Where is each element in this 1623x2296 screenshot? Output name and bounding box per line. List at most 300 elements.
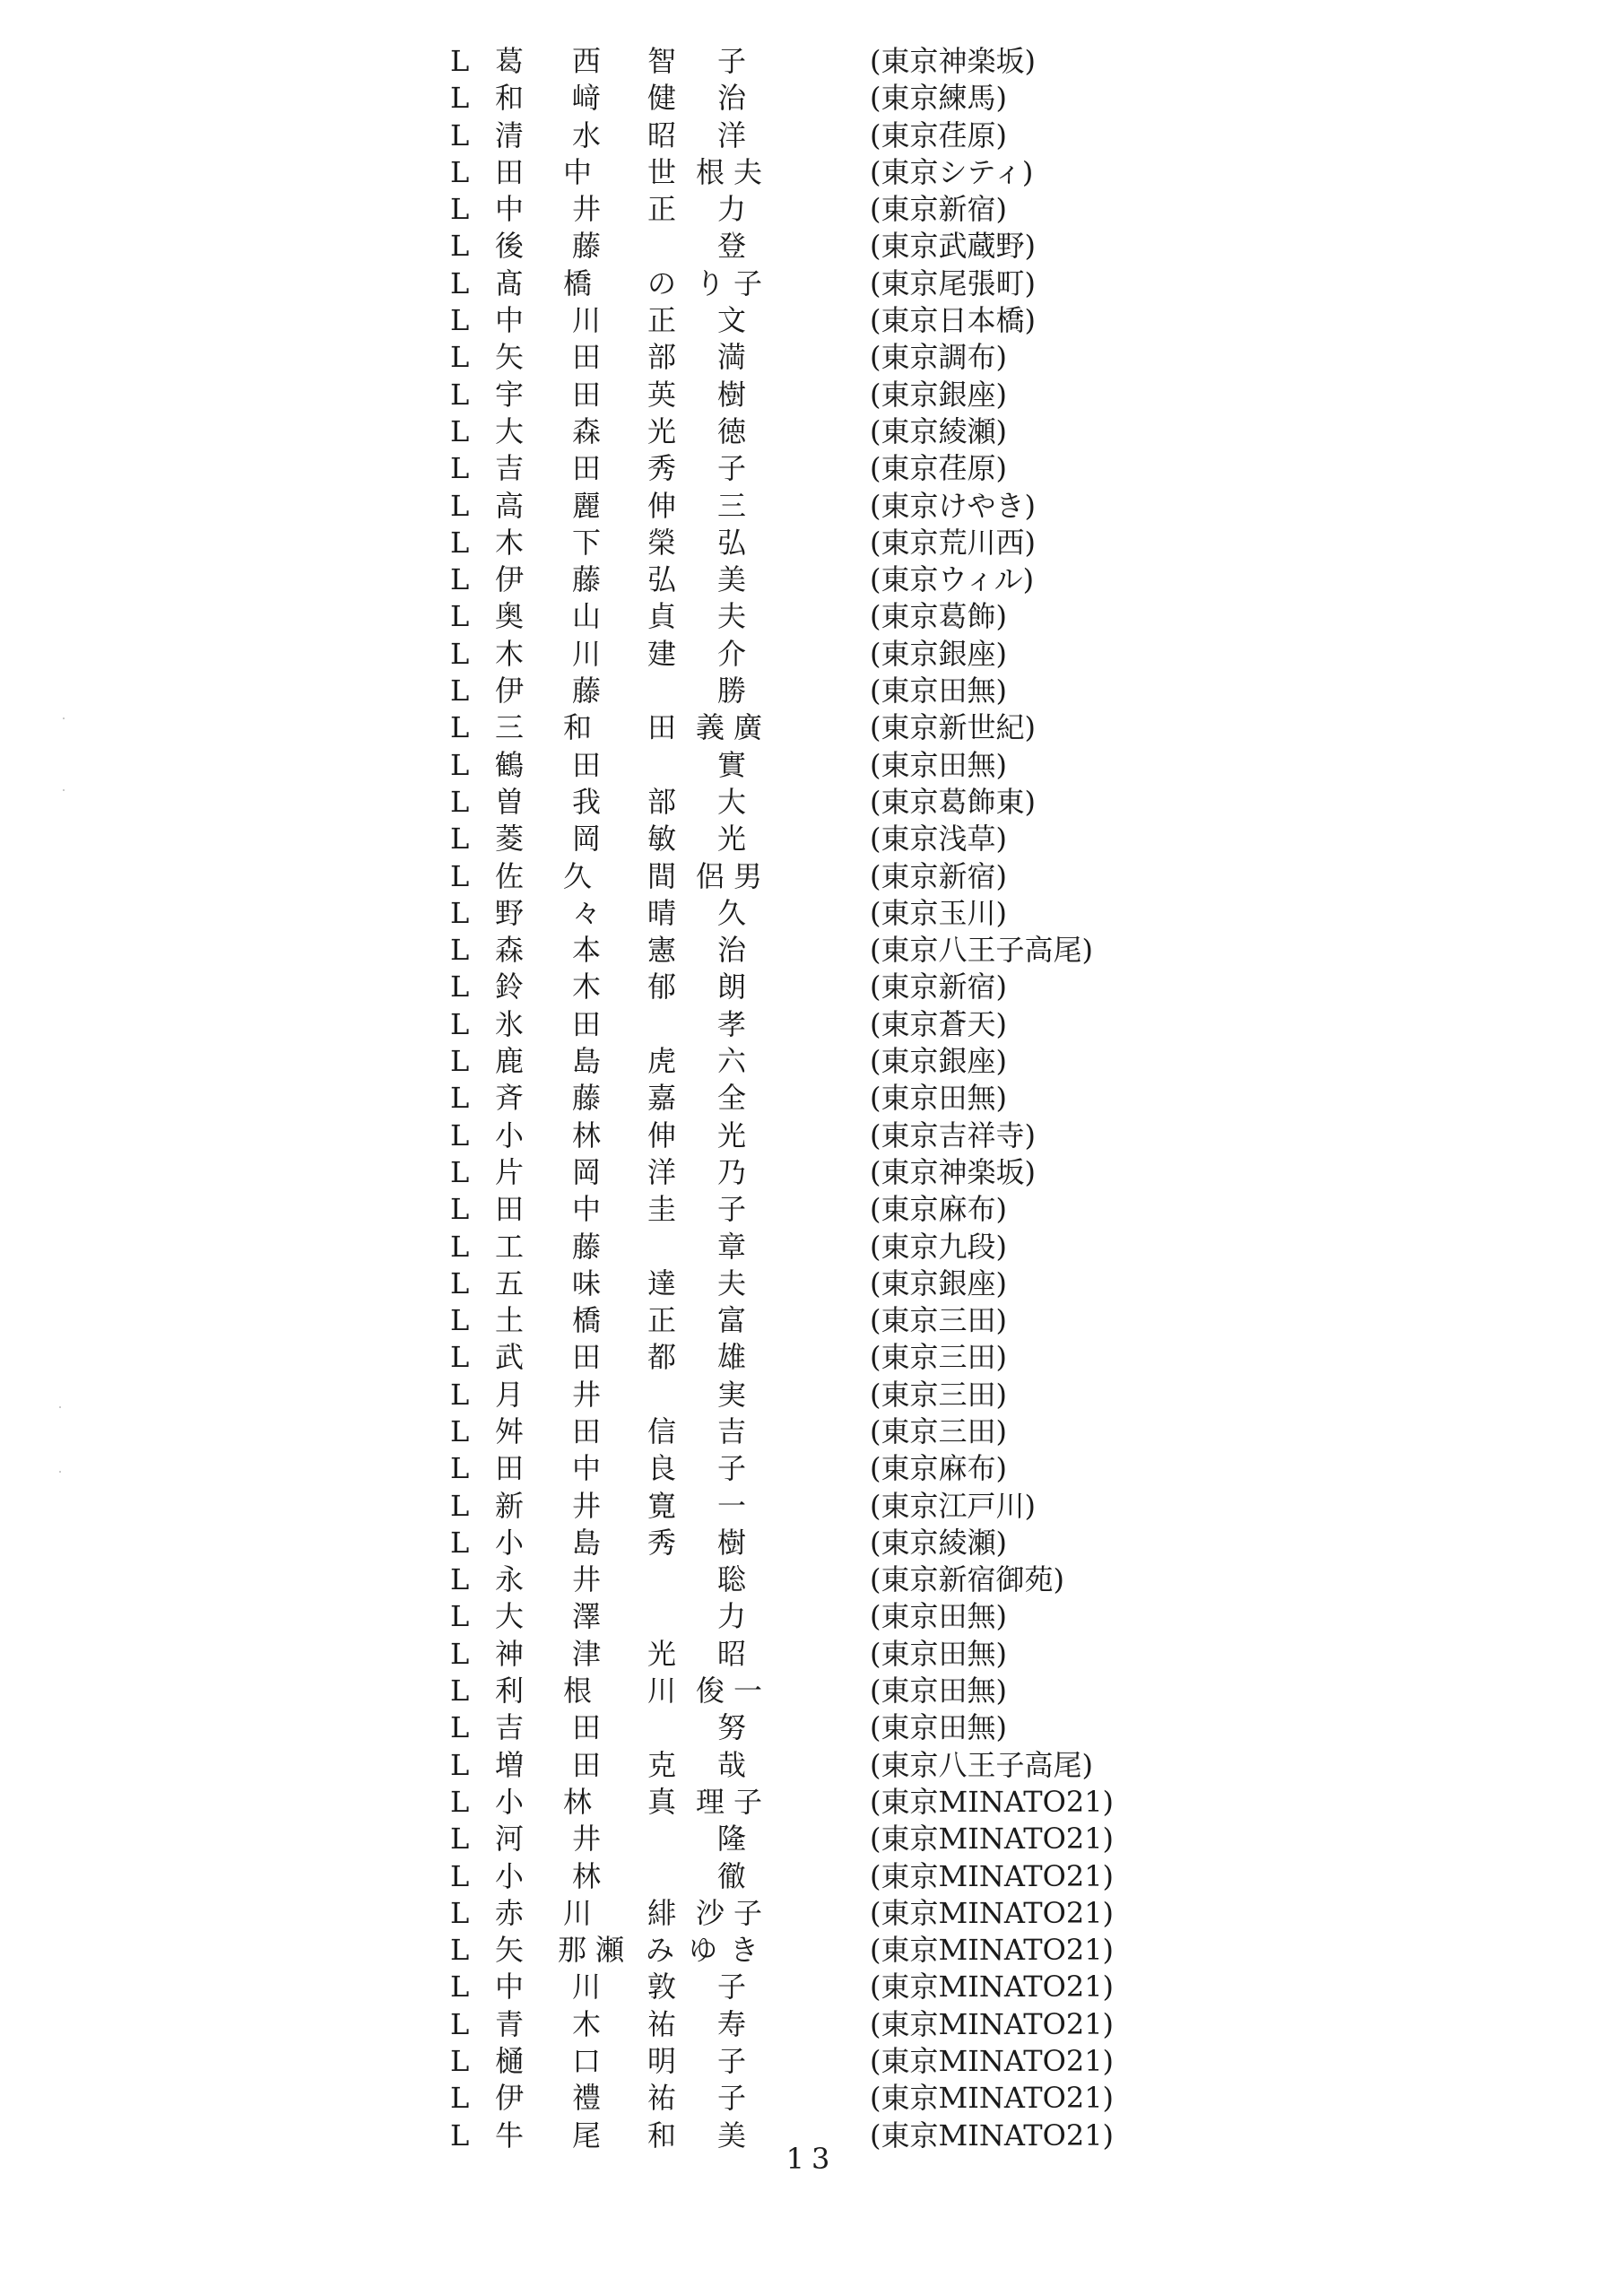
member-name [491,932,778,969]
member-row [430,1673,1148,1709]
member-name-char: 樋 [494,2044,524,2079]
member-row [430,1821,1148,1857]
member-row [430,1154,1148,1191]
member-name [491,636,778,673]
member-name-char: 清 [494,117,524,152]
member-name-char: み [645,1933,674,1968]
member-name-char: 山 [571,599,601,634]
member-name [491,673,778,709]
member-title-prefix: L [450,1599,470,1634]
member-row [430,488,1148,525]
member-name-char: 侶 [695,858,725,893]
member-title-prefix: L [450,44,470,78]
member-name-char: 橋 [562,265,592,300]
member-name-char: 實 [716,747,746,782]
member-name [491,1561,778,1598]
member-name [491,302,778,339]
member-title-prefix: L [450,858,470,893]
member-row [430,1636,1148,1673]
member-name-char: 寛 [647,1488,676,1523]
member-name [491,1302,778,1339]
member-club: (東京田無) [870,1674,1007,1709]
member-name-char: 秀 [647,451,676,486]
member-name-char: 伊 [494,674,524,709]
member-name-char: 治 [716,81,746,116]
member-name-char: 正 [647,303,676,338]
member-name [491,1895,778,1932]
member-name-char: 聡 [716,1562,746,1597]
member-name [491,858,778,895]
member-name-char: 井 [571,1377,601,1412]
member-name-char: 澤 [571,1599,601,1634]
member-name-char: 沙 [695,1895,725,1930]
member-name-char: 子 [733,1895,762,1930]
member-name [491,1488,778,1525]
member-name [491,117,778,154]
member-name-char: 祐 [647,2081,676,2116]
member-row [430,1339,1148,1376]
member-club: (東京MINATO21) [870,2118,1115,2152]
member-name [491,747,778,784]
member-name-char: 男 [733,858,762,893]
member-row [430,302,1148,339]
member-name-char: 中 [494,1970,524,2005]
member-name-char: 良 [647,1451,676,1486]
member-title-prefix: L [450,1154,470,1189]
member-name-char: 夫 [733,154,762,189]
member-row [430,1488,1148,1525]
member-name-char: 鈴 [494,970,524,1004]
member-name-char: 髙 [494,265,524,300]
member-club: (東京新宿御苑) [870,1562,1064,1597]
member-title-prefix: L [450,710,470,745]
member-name [491,1598,778,1635]
member-name-char: 吉 [494,451,524,486]
member-club: (東京MINATO21) [870,2006,1115,2041]
member-name-char: 祐 [647,2006,676,2041]
member-name-char: 本 [571,933,601,968]
member-name-char: 橋 [571,1303,601,1338]
member-club: (東京蒼天) [870,1006,1007,1041]
member-name [491,1080,778,1117]
member-name-char: 木 [494,636,524,671]
member-row [430,1709,1148,1746]
member-name-char: 氷 [494,1006,524,1041]
member-name-char: 弘 [716,525,746,560]
member-title-prefix: L [450,1413,470,1448]
member-name [491,1969,778,2005]
member-title-prefix: L [450,1081,470,1116]
member-club: (東京葛飾東) [870,784,1036,819]
member-row [430,1302,1148,1339]
member-name-char: き [729,1933,759,1968]
member-name-char: 虎 [647,1044,676,1079]
member-row [430,747,1148,784]
member-name-char: 瀬 [595,1933,624,1968]
member-name [491,2080,778,2117]
member-club: (東京MINATO21) [870,1858,1115,1893]
member-row [430,228,1148,265]
member-name-char: 田 [571,451,601,486]
member-name-char: 光 [716,822,746,857]
member-name-char: 中 [494,303,524,338]
member-title-prefix: L [450,265,470,300]
member-name-char: 井 [571,192,601,227]
member-row [430,1191,1148,1228]
scan-speck [63,718,65,719]
member-name [491,1006,778,1043]
member-club: (東京尾張町) [870,265,1036,300]
member-name-char: 緋 [647,1895,676,1930]
member-name-char: 子 [716,1192,746,1227]
member-name-char: 徳 [716,413,746,448]
member-name-char: り [695,265,725,300]
member-name-char: 木 [494,525,524,560]
member-title-prefix: L [450,674,470,709]
member-title-prefix: L [450,2118,470,2152]
member-name-char: 森 [571,413,601,448]
member-name-char: 津 [571,1636,601,1671]
member-name-char: 俊 [695,1674,725,1709]
member-name-char: 田 [494,154,524,189]
member-club: (東京九段) [870,1229,1007,1264]
member-name-char: 夫 [716,1265,746,1300]
member-club: (東京新宿) [870,970,1007,1004]
member-club: (東京荏原) [870,117,1007,152]
member-name-char: 禮 [571,2081,601,2116]
member-name-char: 新 [494,1488,524,1523]
member-name-char: 久 [562,858,592,893]
member-name-char: 介 [716,636,746,671]
member-row [430,636,1148,673]
member-row [430,561,1148,598]
member-name-char: 葛 [494,44,524,78]
member-name-char: 佐 [494,858,524,893]
member-name-char: 間 [647,858,676,893]
member-row [430,377,1148,413]
member-title-prefix: L [450,1525,470,1560]
member-club: (東京ウィル) [870,562,1035,597]
member-name-char: 明 [647,2044,676,2079]
member-title-prefix: L [450,1784,470,1819]
member-name-char: 林 [571,1118,601,1152]
member-name-char: 子 [716,451,746,486]
member-name-char: 力 [716,1599,746,1634]
member-name-char: 三 [494,710,524,745]
member-name-char: 勝 [716,674,746,709]
member-name [491,1229,778,1265]
member-title-prefix: L [450,303,470,338]
member-title-prefix: L [450,970,470,1004]
scan-speck [59,1471,61,1473]
member-name-char: 小 [494,1525,524,1560]
member-name-char: 味 [571,1265,601,1300]
member-name-char: 正 [647,1303,676,1338]
scan-speck [63,789,65,791]
member-title-prefix: L [450,895,470,930]
member-name-char: 工 [494,1229,524,1264]
member-name-char: 達 [647,1265,676,1300]
member-name [491,895,778,932]
member-row [430,821,1148,857]
scan-speck [59,1406,61,1408]
member-name-char: 憲 [647,933,676,968]
member-title-prefix: L [450,1636,470,1671]
member-club: (東京新宿) [870,858,1007,893]
member-title-prefix: L [450,1118,470,1152]
member-name-char: 月 [494,1377,524,1412]
member-name [491,1413,778,1450]
member-name-char: 和 [562,710,592,745]
member-title-prefix: L [450,1858,470,1893]
member-club: (東京練馬) [870,81,1007,116]
member-row [430,932,1148,969]
member-name-char: 口 [571,2044,601,2079]
member-name-char: 西 [571,44,601,78]
member-name-char: 寿 [716,2006,746,2041]
member-name [491,2006,778,2043]
member-title-prefix: L [450,1674,470,1709]
member-name-char: 子 [716,1970,746,2005]
member-name [491,488,778,525]
member-name-char: 部 [647,340,676,375]
member-name-char: 牛 [494,2118,524,2152]
member-name-char: 真 [647,1784,676,1819]
member-name-char: 小 [494,1858,524,1893]
member-club: (東京MINATO21) [870,1933,1115,1968]
member-row [430,191,1148,228]
member-title-prefix: L [450,2081,470,2116]
member-name-char: 藤 [571,1081,601,1116]
member-row [430,525,1148,561]
member-title-prefix: L [450,1488,470,1523]
member-name-char: 三 [716,488,746,523]
member-name-char: 林 [562,1784,592,1819]
member-name [491,1932,778,1969]
member-name [491,377,778,413]
member-name-char: 智 [647,44,676,78]
member-title-prefix: L [450,2044,470,2079]
member-title-prefix: L [450,2006,470,2041]
member-name-char: 久 [716,895,746,930]
member-name-char: 川 [571,1970,601,2005]
member-name-char: 藤 [571,229,601,264]
member-name [491,1858,778,1895]
member-name-char: 廣 [733,710,762,745]
member-name-char: 大 [494,413,524,448]
member-name-char: 隆 [716,1822,746,1857]
member-name-char: 子 [733,1784,762,1819]
member-club: (東京銀座) [870,636,1007,671]
member-title-prefix: L [450,1192,470,1227]
member-club: (東京神楽坂) [870,44,1036,78]
member-name-char: 伊 [494,2081,524,2116]
member-name-char: 満 [716,340,746,375]
member-name-char: 利 [494,1674,524,1709]
member-name-char: 哉 [716,1747,746,1782]
member-name-char: 樹 [716,377,746,412]
member-club: (東京三田) [870,1377,1007,1412]
member-name-char: 田 [571,747,601,782]
member-name-char: 後 [494,229,524,264]
member-name-char: 曽 [494,784,524,819]
member-name-char: 郁 [647,970,676,1004]
member-name-char: 正 [647,192,676,227]
member-name [491,1154,778,1191]
member-club: (東京MINATO21) [870,1784,1115,1819]
member-title-prefix: L [450,451,470,486]
member-club: (東京武蔵野) [870,229,1036,264]
member-club: (東京綾瀬) [870,1525,1007,1560]
member-club: (東京浅草) [870,822,1007,857]
member-name-char: 々 [571,895,601,930]
member-title-prefix: L [450,1006,470,1041]
member-club: (東京銀座) [870,377,1007,412]
member-name-char: 力 [716,192,746,227]
member-name-char: 小 [494,1118,524,1152]
member-name-char: 井 [571,1562,601,1597]
member-name-char: 嘉 [647,1081,676,1116]
member-row [430,895,1148,932]
member-club: (東京三田) [870,1340,1007,1375]
member-title-prefix: L [450,192,470,227]
member-row [430,1598,1148,1635]
member-row [430,1080,1148,1117]
member-name-char: 舛 [494,1413,524,1448]
member-name-char: 子 [716,2081,746,2116]
member-name-char: 野 [494,895,524,930]
member-title-prefix: L [450,1562,470,1597]
member-name-char: 林 [571,1858,601,1893]
member-club: (東京荏原) [870,451,1007,486]
member-club: (東京新世紀) [870,710,1036,745]
member-name [491,1821,778,1857]
member-title-prefix: L [450,1377,470,1412]
member-club: (東京神楽坂) [870,1154,1036,1189]
member-club: (東京三田) [870,1303,1007,1338]
member-title-prefix: L [450,488,470,523]
member-row [430,117,1148,154]
member-name [491,191,778,228]
member-name-char: 建 [647,636,676,671]
member-name-char: 﨑 [571,81,601,116]
member-name [491,1339,778,1376]
member-name-char: 島 [571,1044,601,1079]
member-name-char: 河 [494,1822,524,1857]
member-name-char: 敦 [647,1970,676,2005]
member-row [430,1118,1148,1154]
member-name-char: 森 [494,933,524,968]
member-name-char: 章 [716,1229,746,1264]
member-title-prefix: L [450,377,470,412]
member-name-char: 伊 [494,562,524,597]
member-title-prefix: L [450,599,470,634]
member-name-char: 斉 [494,1081,524,1116]
member-name-char: 尾 [571,2118,601,2152]
member-name [491,561,778,598]
member-name [491,80,778,117]
member-name-char: 下 [571,525,601,560]
member-club: (東京MINATO21) [870,2044,1115,2079]
member-title-prefix: L [450,933,470,968]
member-name-char: 美 [716,562,746,597]
member-name-char: 増 [494,1747,524,1782]
member-list [430,43,1148,2154]
member-name [491,1265,778,1302]
member-name-char: 五 [494,1265,524,1300]
member-row [430,2080,1148,2117]
member-name-char: 中 [494,192,524,227]
member-name-char: 世 [647,154,676,189]
member-name-char: 富 [716,1303,746,1338]
member-row [430,1969,1148,2005]
member-name-char: 片 [494,1154,524,1189]
member-name-char: 朗 [716,970,746,1004]
member-name-char: 神 [494,1636,524,1671]
member-row [430,1450,1148,1487]
member-name-char: 努 [716,1710,746,1745]
page-number: 13 [785,2142,838,2176]
member-name [491,709,778,746]
member-name [491,1377,778,1413]
member-name-char: 小 [494,1784,524,1819]
member-name-char: 昭 [647,117,676,152]
member-name [491,413,778,450]
member-title-prefix: L [450,340,470,375]
member-name-char: 岡 [571,822,601,857]
member-name-char: 文 [716,303,746,338]
member-title-prefix: L [450,1265,470,1300]
member-club: (東京MINATO21) [870,1895,1115,1930]
member-name-char: 赤 [494,1895,524,1930]
member-name-char: 田 [494,1192,524,1227]
member-name-char: 圭 [647,1192,676,1227]
member-name-char: 中 [571,1192,601,1227]
member-name-char: 中 [562,154,592,189]
member-name-char: 樹 [716,1525,746,1560]
member-club: (東京江戸川) [870,1488,1036,1523]
member-name [491,228,778,265]
member-title-prefix: L [450,1933,470,1968]
member-title-prefix: L [450,747,470,782]
member-name-char: 信 [647,1413,676,1448]
member-title-prefix: L [450,1340,470,1375]
member-row [430,80,1148,117]
member-name-char: 田 [571,1413,601,1448]
member-name-char: 藤 [571,674,601,709]
member-name [491,1450,778,1487]
member-name-char: 鹿 [494,1044,524,1079]
member-name-char: 田 [571,1340,601,1375]
member-name-char: 田 [571,340,601,375]
member-name-char: 榮 [647,525,676,560]
member-club: (東京田無) [870,1599,1007,1634]
member-name-char: 六 [716,1044,746,1079]
member-title-prefix: L [450,413,470,448]
member-name [491,784,778,821]
member-name-char: 子 [716,44,746,78]
member-name-char: 田 [647,710,676,745]
member-club: (東京葛飾) [870,599,1007,634]
member-name-char: 中 [571,1451,601,1486]
member-title-prefix: L [450,562,470,597]
member-name-char: 伸 [647,488,676,523]
member-title-prefix: L [450,1229,470,1264]
member-name-char: 菱 [494,822,524,857]
member-name [491,525,778,561]
member-name-char: 夫 [716,599,746,634]
member-row [430,969,1148,1005]
